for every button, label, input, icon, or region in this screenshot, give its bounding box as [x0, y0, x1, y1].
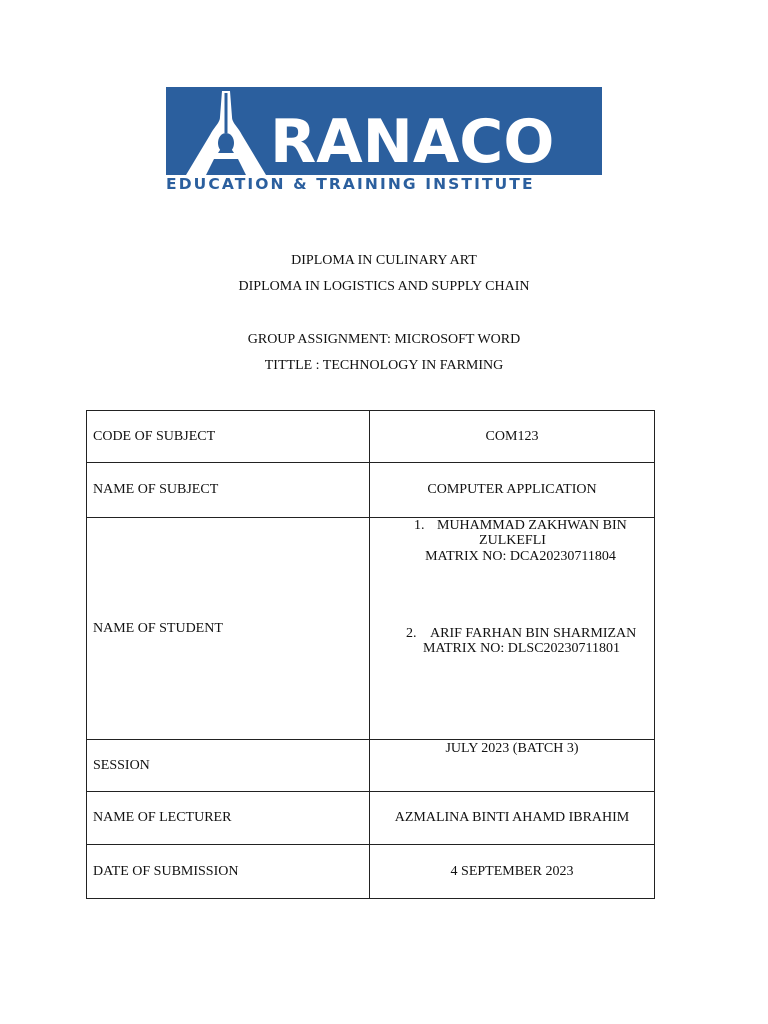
- table-row: [87, 463, 655, 518]
- institute-logo: [166, 87, 602, 194]
- program-line-1: DIPLOMA IN CULINARY ART: [291, 253, 477, 268]
- name-of-subject-label: NAME OF SUBJECT: [87, 463, 370, 518]
- student-list-cell: [370, 518, 655, 740]
- assignment-line: GROUP ASSIGNMENT: MICROSOFT WORD: [247, 332, 521, 347]
- student-matrix: MATRIX NO: DCA20230711804: [425, 549, 616, 564]
- code-of-subject-value: COM123: [370, 411, 655, 463]
- student-name: ARIF FARHAN BIN SHARMIZAN: [430, 626, 637, 641]
- student-number: 2.: [406, 626, 417, 641]
- table-row: [87, 792, 655, 845]
- code-of-subject-label: CODE OF SUBJECT: [87, 411, 370, 463]
- name-of-subject-value: COMPUTER APPLICATION: [370, 463, 655, 518]
- table-row: [87, 740, 655, 792]
- student-list: [370, 518, 654, 739]
- logo-tagline: EDUCATION & TRAINING INSTITUTE: [166, 175, 535, 193]
- date-of-submission-value: 4 SEPTEMBER 2023: [370, 845, 655, 899]
- assignment-info-table: [86, 410, 655, 899]
- title-line: TITTLE : TECHNOLOGY IN FARMING: [264, 358, 504, 373]
- student-matrix: MATRIX NO: DLSC20230711801: [422, 641, 621, 656]
- logo-banner: [166, 87, 602, 175]
- table-row: [87, 411, 655, 463]
- table-row: [87, 518, 655, 740]
- session-label: SESSION: [87, 740, 370, 792]
- student-number: 1.: [414, 518, 425, 533]
- student-name: MUHAMMAD ZAKHWAN BIN: [437, 518, 627, 533]
- student-entry: [370, 626, 655, 660]
- date-of-submission-label: DATE OF SUBMISSION: [87, 845, 370, 899]
- program-line-2: DIPLOMA IN LOGISTICS AND SUPPLY CHAIN: [238, 279, 530, 294]
- logo-wordmark: RANACO: [270, 107, 555, 177]
- name-of-student-label: NAME OF STUDENT: [87, 518, 370, 740]
- table-row: [87, 845, 655, 899]
- pen-nib-icon: [180, 89, 272, 175]
- name-of-lecturer-label: NAME OF LECTURER: [87, 792, 370, 845]
- student-entry: [370, 518, 655, 568]
- student-name-continued: ZULKEFLI: [479, 533, 546, 548]
- name-of-lecturer-value: AZMALINA BINTI AHAMD IBRAHIM: [370, 792, 655, 845]
- session-value: JULY 2023 (BATCH 3): [370, 740, 655, 792]
